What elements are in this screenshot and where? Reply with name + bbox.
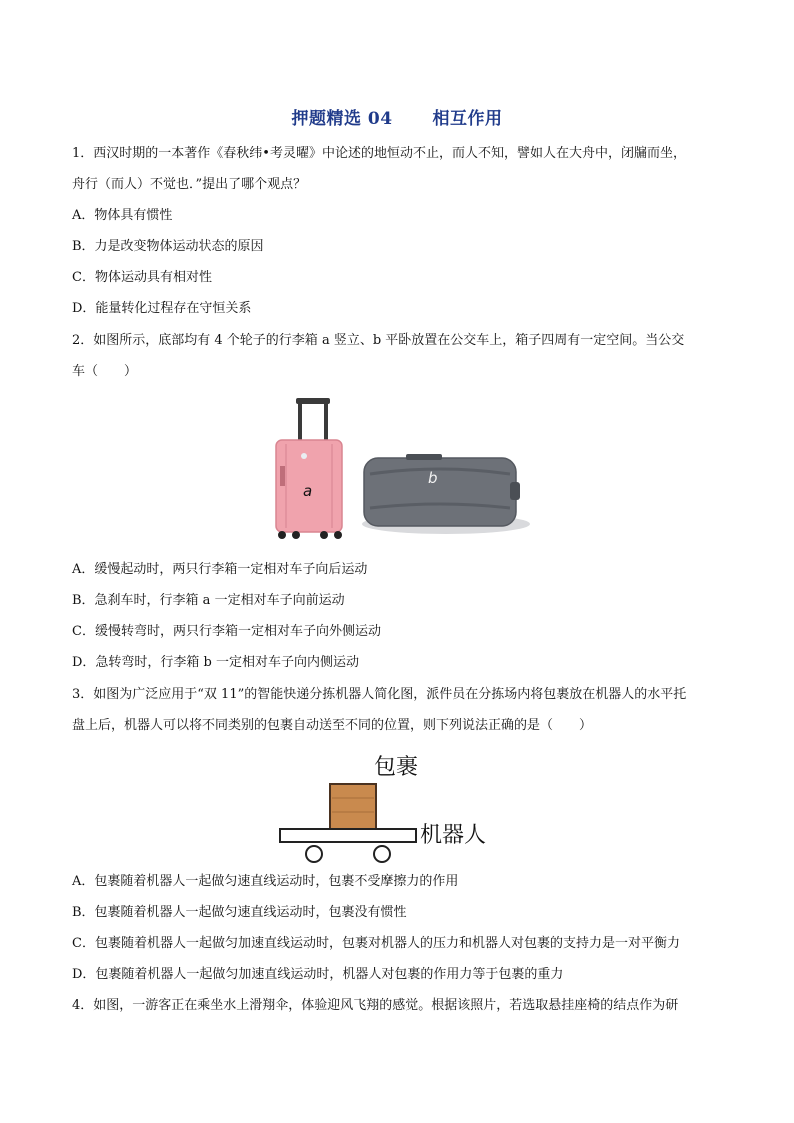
robot-wheel-right: [374, 846, 390, 862]
q1-option-b: B．力是改变物体运动状态的原因: [72, 239, 264, 254]
q1-option-c: C．物体运动具有相对性: [72, 270, 212, 285]
robot-label: 机器人: [420, 823, 487, 848]
title-part1: 押题精选 04: [291, 109, 393, 129]
q1-option-d: D．能量转化过程存在守恒关系: [72, 301, 252, 316]
q1-option-a: A．物体具有惯性: [72, 208, 173, 223]
q3-stem-line2: 盘上后，机器人可以将不同类别的包裹自动送至不同的位置，则下列说法正确的是（ ）: [72, 718, 593, 733]
q2-option-d: D．急转弯时，行李箱 b 一定相对车子向内侧运动: [72, 655, 360, 670]
q1-stem-line1: 1．西汉时期的一本著作《春秋纬•考灵曜》中论述的地恒动不止，而人不知，譬如人在大舟中，闭牖而坐，: [72, 146, 686, 161]
q1-stem-line2: 舟行（而人）不觉也．”提出了哪个观点？: [72, 177, 307, 192]
package-label: 包裹: [374, 755, 419, 780]
robot-figure: [276, 748, 506, 868]
q2-stem-line1: 2．如图所示，底部均有 4 个轮子的行李箱 a 竖立、b 平卧放置在公交车上，箱子四周有一定空间。当公交: [72, 333, 685, 348]
q3-option-b: B．包裹随着机器人一起做匀速直线运动时，包裹没有惯性: [72, 905, 407, 920]
suitcase-b: [362, 454, 530, 534]
q3-stem-line1: 3．如图为广泛应用于“双 11”的智能快递分拣机器人简化图，派件员在分拣场内将包裹放在机器人的水平托: [72, 687, 687, 702]
q2-option-a: A．缓慢起动时，两只行李箱一定相对车子向后运动: [72, 562, 368, 577]
suitcase-a: [276, 398, 342, 539]
q3-option-a: A．包裹随着机器人一起做匀速直线运动时，包裹不受摩擦力的作用: [72, 874, 459, 889]
q3-option-c: C．包裹随着机器人一起做匀加速直线运动时，包裹对机器人的压力和机器人对包裹的支持力是一对平衡力: [72, 936, 680, 951]
q2-stem-line2: 车（ ）: [72, 364, 138, 379]
title-part2: 相互作用: [432, 109, 503, 129]
page-title: [0, 104, 794, 129]
q2-option-c: C．缓慢转弯时，两只行李箱一定相对车子向外侧运动: [72, 624, 381, 639]
luggage-figure: [266, 396, 530, 542]
suitcase-b-label: b: [428, 469, 438, 487]
q2-option-b: B．急刹车时，行李箱 a 一定相对车子向前运动: [72, 593, 345, 608]
robot-tray: [280, 829, 416, 842]
robot-wheel-left: [306, 846, 322, 862]
package-box: [330, 784, 376, 829]
q4-stem-line1: 4．如图，一游客正在乘坐水上滑翔伞，体验迎风飞翔的感觉。根据该照片，若选取悬挂座椅的结点作为研: [72, 998, 679, 1013]
suitcase-a-label: a: [303, 482, 313, 500]
q3-option-d: D．包裹随着机器人一起做匀加速直线运动时，机器人对包裹的作用力等于包裹的重力: [72, 967, 564, 982]
